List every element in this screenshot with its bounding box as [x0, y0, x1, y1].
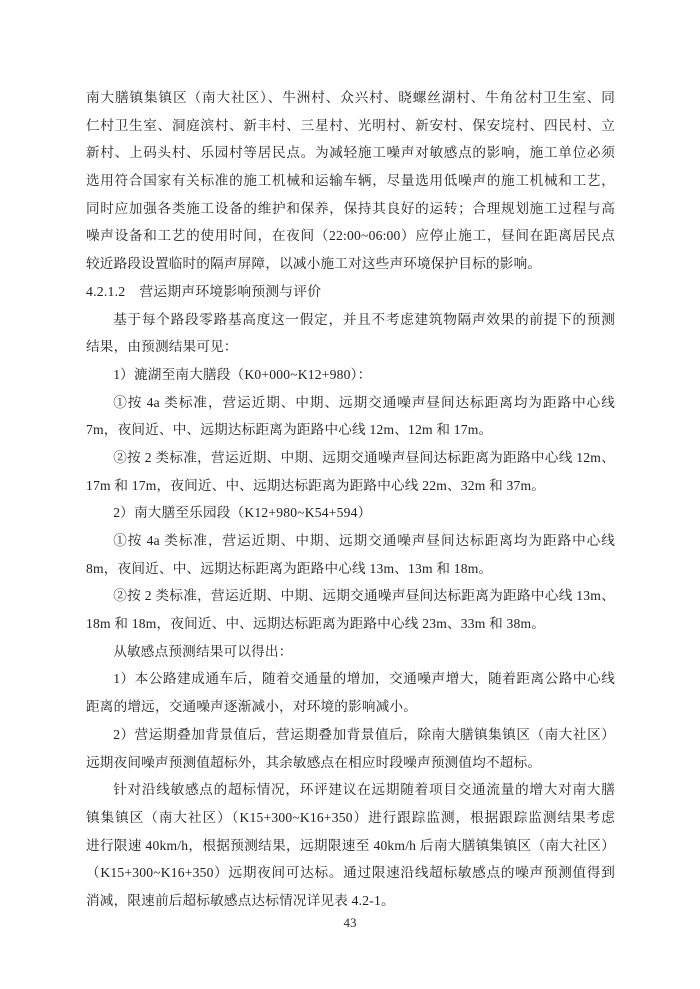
text-line: 距离的增远，交通噪声逐渐减小，对环境的影响减小。 [86, 699, 418, 715]
text-line: 较近路段设置临时的隔声屏障，以减小施工对这些声环境保护目标的影响。 [86, 256, 542, 272]
text-line: 仁村卫生室、洞庭滨村、新丰村、三星村、光明村、新安村、保安垸村、四民村、立 [86, 117, 615, 133]
text-line: （K15+300~K16+350）远期夜间可达标。通过限速沿线超标敏感点的噪声预测值得到 [86, 865, 615, 881]
text-line: 消减，限速前后超标敏感点达标情况详见表 4.2-1。 [86, 892, 395, 908]
page-number: 43 [343, 915, 357, 930]
text-line: 2）南大膳至乐园段（K12+980~K54+594） [113, 505, 372, 521]
text-line: 8m，夜间近、中、远期达标距离为距路中心线 13m、13m 和 18m。 [86, 560, 493, 576]
text-line: 7m，夜间近、中、远期达标距离为距路中心线 12m、12m 和 17m。 [86, 422, 493, 438]
text-line: ①按 4a 类标准，营运近期、中期、远期交通噪声昼间达标距离均为距路中心线 [113, 533, 615, 548]
text-line: 远期夜间噪声预测值超标外，其余敏感点在相应时段噪声预测值均不超标。 [86, 754, 542, 770]
document-body [86, 84, 615, 915]
text-line: 选用符合国家有关标准的施工机械和运输车辆，尽量选用低噪声的施工机械和工艺， [86, 173, 615, 189]
section-heading: 4.2.1.2 营运期声环境影响预测与评价 [86, 283, 322, 299]
text-line: 基于每个路段零路基高度这一假定，并且不考虑建筑物隔声效果的前提下的预测 [113, 311, 615, 327]
text-line: 进行限速 40km/h，根据预测结果，远期限速至 40km/h 后南大膳镇集镇区（南大社区） [86, 837, 615, 853]
text-line: 18m 和 18m，夜间近、中、远期达标距离为距路中心线 23m、33m 和 38m。 [86, 616, 546, 632]
text-line: ②按 2 类标准，营运近期、中期、远期交通噪声昼间达标距离为距路中心线 12m、 [113, 449, 615, 465]
text-line: ②按 2 类标准，营运近期、中期、远期交通噪声昼间达标距离为距路中心线 13m、 [113, 588, 615, 604]
text-line: 同时应加强各类施工设备的维护和保养，保持其良好的运转；合理规划施工过程与高 [86, 200, 615, 216]
text-line: 针对沿线敏感点的超标情况，环评建议在远期随着项目交通流量的增大对南大膳 [113, 782, 615, 798]
text-line: 镇集镇区（南大社区）（K15+300~K16+350）进行跟踪监测，根据跟踪监测结果考虑 [86, 809, 615, 825]
text-line: 从敏感点预测结果可以得出： [113, 643, 293, 659]
text-line: 南大膳镇集镇区（南大社区）、牛洲村、众兴村、晓螺丝湖村、牛角岔村卫生室、同 [86, 90, 615, 105]
text-line: 噪声设备和工艺的使用时间，在夜间（22:00~06:00）应停止施工，昼间在距离居民点 [86, 228, 615, 244]
text-line: 新村、上码头村、乐园村等居民点。为减轻施工噪声对敏感点的影响，施工单位必须 [86, 145, 615, 161]
text-line: ①按 4a 类标准，营运近期、中期、远期交通噪声昼间达标距离均为距路中心线 [113, 394, 615, 410]
text-line: 1）漉湖至南大膳段（K0+000~K12+980）： [113, 366, 372, 382]
text-line: 1）本公路建成通车后，随着交通量的增加，交通噪声增大，随着距离公路中心线 [113, 671, 615, 687]
text-line: 结果，由预测结果可见： [86, 339, 238, 355]
text-line: 2）营运期叠加背景值后，营运期叠加背景值后，除南大膳镇集镇区（南大社区） [113, 726, 615, 742]
text-line: 17m 和 17m，夜间近、中、远期达标距离为距路中心线 22m、32m 和 37m。 [86, 477, 546, 493]
